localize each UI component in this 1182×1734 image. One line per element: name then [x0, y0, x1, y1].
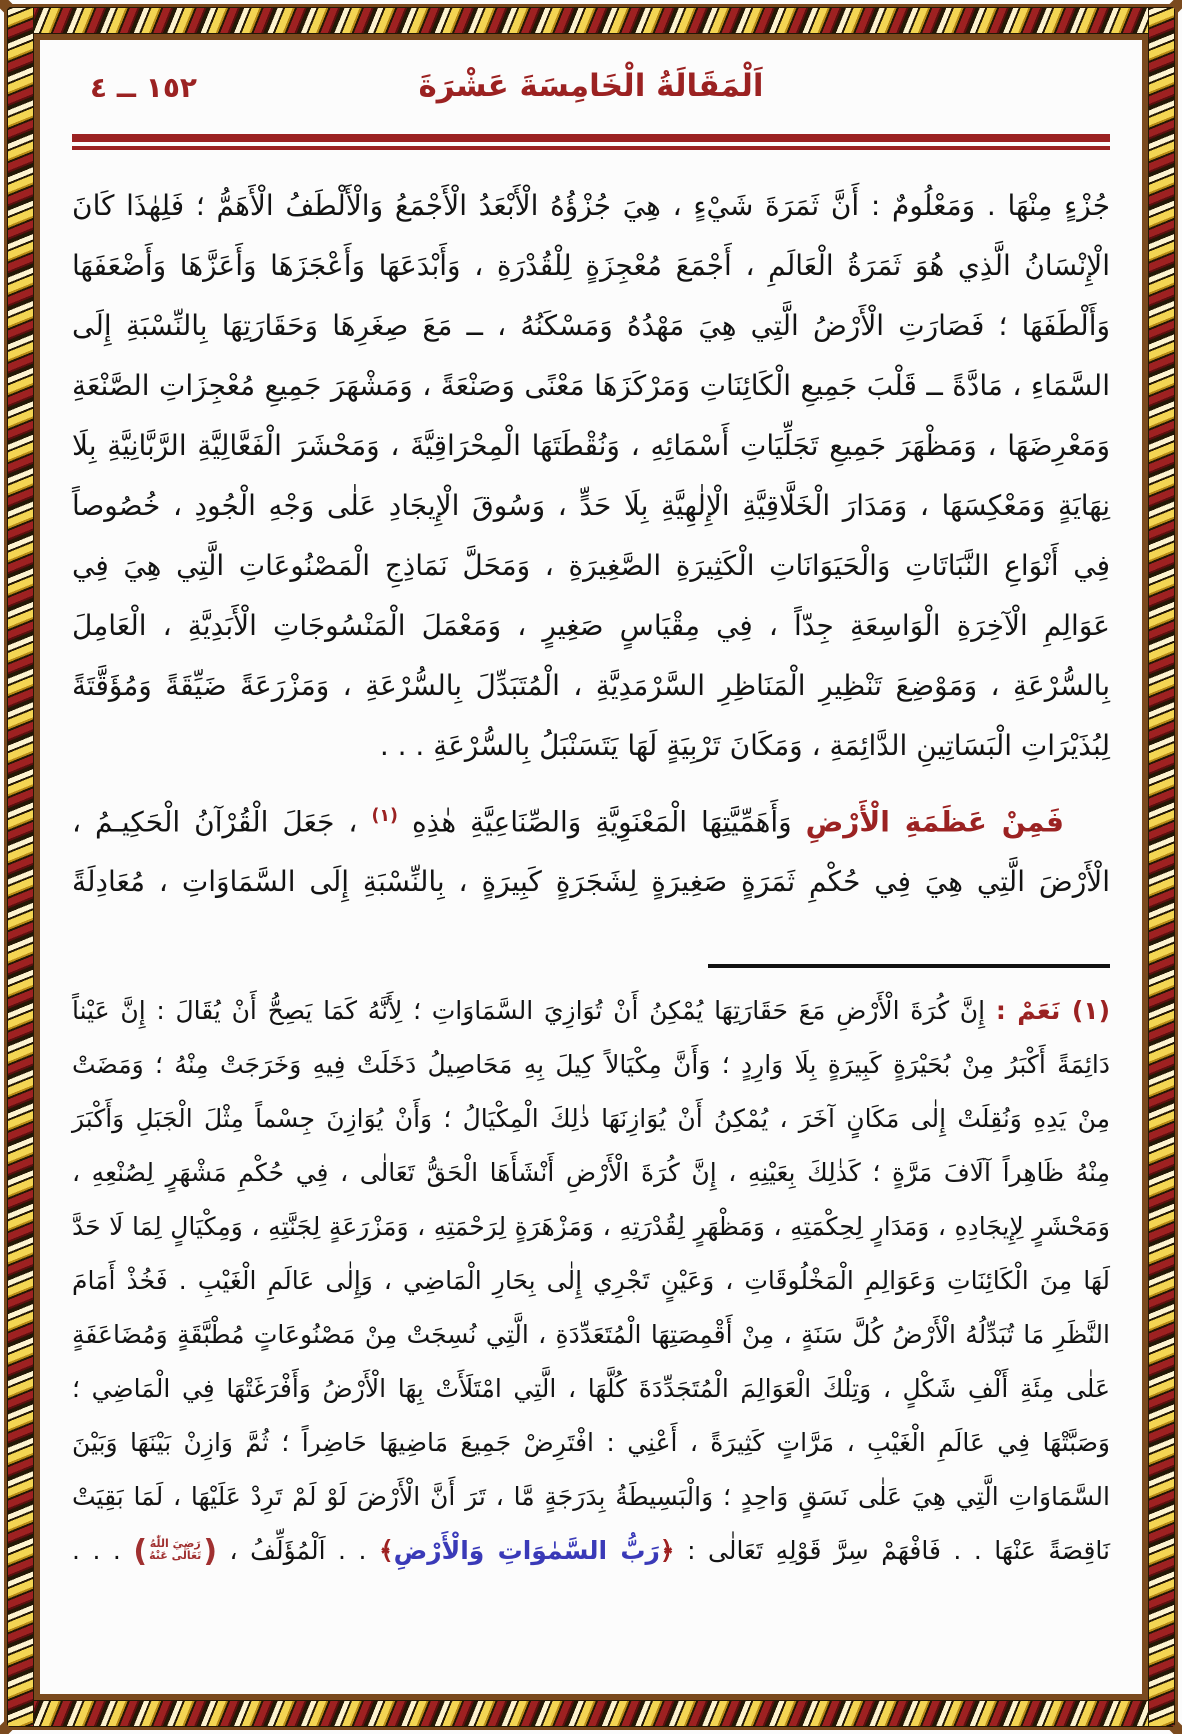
body-line: عَوَالِمِ الْآخِرَةِ الْوَاسِعَةِ جِدّاً ، فِي مِقْيَاسٍ صَغِيرٍ ، وَمَعْمَلَ الْمَنْسُوجَاتِ الْأَبَدِيَّةِ ، الْعَامِلَ [72, 609, 1110, 642]
header-double-rule [72, 134, 1110, 150]
footnote-line: وَمَحْشَرٍ لِإِيجَادِهِ ، وَمَدَارٍ لِحِكْمَتِهِ ، وَمَظْهَرٍ لِقُدْرَتِهِ ، وَمَزْهَرَةٍ لِرَحْمَتِهِ ، وَمَزْرَعَةٍ لِجَنَّتِهِ ، وَمِكْيَالٍ لِمَا لَا حَدَّ [72, 1212, 1110, 1242]
footnote-reference: (١) [371, 806, 398, 826]
footnote-text [72, 984, 1110, 1578]
footnote-line: مِنْ يَدِهِ وَنُقِلَتْ إِلٰى مَكَانٍ آخَرَ ، يُمْكِنُ أَنْ يُوَازِنَهَا ذٰلِكَ الْمِكْيَالُ ؛ وَأَنْ يُوَازِنَ جِسْماً مِثْلَ الْجَبَلِ وَأَكْبَرَ [72, 1104, 1110, 1134]
body-line [72, 786, 1110, 852]
seal-paren: ( [203, 1534, 218, 1570]
page-title: اَلْمَقَالَةُ الْخَامِسَةَ عَشْرَةَ [418, 68, 764, 104]
seal-calligraphy [147, 1538, 203, 1562]
seal-text-line: تَعَالٰى عَنْهُ [149, 1549, 202, 1563]
body-line: الْإِنْسَانُ الَّذِي هُوَ ثَمَرَةُ الْعَالَمِ ، أَجْمَعَ مُعْجِزَةٍ لِلْقُدْرَةِ ، وَأَبْدَعَهَا وَأَعْجَزَهَا وَأَعَزَّهَا وَأَضْعَفَهَا [72, 249, 1110, 282]
footnote-closing-line [72, 1524, 1110, 1578]
frame-pattern-top [7, 7, 1175, 34]
footnote-separator-rule [708, 964, 1110, 968]
footnote-line [72, 984, 1110, 1038]
footnote-line: السَّمَاوَاتِ الَّتِي هِيَ عَلٰى نَسَقٍ وَاحِدٍ ؛ وَالْبَسِيطَةُ بِدَرَجَةٍ مَّا ، تَرَ أَنَّ الْأَرْضَ لَوْ لَمْ تَرِدْ عَلَيْهَا ، لَمَا بَقِيَتْ [72, 1482, 1110, 1512]
seal-text-line: رَضِيَ اللّٰهُ [149, 1537, 201, 1551]
page-content [72, 42, 1110, 1692]
body-text-span: وَأَهَمِّيَّتِهَا الْمَعْنَوِيَّةِ وَالصِّنَاعِيَّةِ هٰذِهِ [397, 805, 806, 839]
footnote-line: عَلٰى مِئَةِ أَلْفِ شَكْلٍ ، وَتِلْكَ الْعَوَالِمَ الْمُتَجَدِّدَةَ كُلَّهَا ، الَّتِي امْتَلَأَتْ بِهَا الْأَرْضُ وَأَفْرَغَتْهَا فِي الْمَاضِي ؛ [72, 1374, 1110, 1404]
body-line: السَّمَاءِ ، مَادَّةً ــ قَلْبَ جَمِيعِ الْكَائِنَاتِ وَمَرْكَزَهَا مَعْنًى وَصَنْعَةً ، وَمَشْهَرَ جَمِيعِ مُعْجِزَاتِ الصَّنْعَةِ [72, 369, 1110, 402]
frame-pattern-bottom [7, 1700, 1175, 1727]
body-line: لِبُذَيْرَاتِ الْبَسَاتِينِ الدَّائِمَةِ ، وَمَكَانَ تَرْبِيَةٍ لَهَا يَتَسَنْبَلُ بِالسُّرْعَةِ . . . [379, 729, 1110, 762]
body-line: نِهَايَةٍ وَمَعْكِسَهَا ، وَمَدَارَ الْخَلَّاقِيَّةِ الْإِلٰهِيَّةِ بِلَا حَدٍّ ، وَسُوقَ الْإِيجَادِ عَلٰى وَجْهِ الْجُودِ ، خُصُوصاً [72, 489, 1110, 522]
seal-paren: ) [133, 1534, 148, 1570]
body-text-span: ، جَعَلَ الْقُرْآنُ الْحَكِيـمُ ، [72, 805, 372, 839]
footnote-marker: (١) نَعَمْ : [995, 996, 1110, 1026]
footnote-line: النَّظَرِ مَا تُبَدِّلُهُ الْأَرْضُ كُلَّ سَنَةٍ ، مِنْ أَقْمِصَتِهَا الْمُتَعَدِّدَةِ ، الَّتِي نُسِجَتْ مِنْ مَصْنُوعَاتٍ مُطْبَّقَةٍ وَمُضَاعَفَةٍ [72, 1320, 1110, 1350]
footnote-line: وَصَبَّتْهَا فِي عَالَمِ الْغَيْبِ ، مَرَّاتٍ كَثِيرَةً ، أَعْنِي : افْتَرِضْ جَمِيعَ مَاضِيهَا حَاضِراً ؛ ثُمَّ وَازِنْ بَيْنَهَا وَبَيْنَ [72, 1428, 1110, 1458]
footnote-line: مِنْهُ ظَاهِراً آلَافَ مَرَّةٍ ؛ كَذٰلِكَ بِعَيْنِهِ ، إِنَّ كُرَةَ الْأَرْضِ أَنْشَأَهَا الْحَقُّ تَعَالٰى ، فِي حُكْمِ مَشْهَرٍ لِصُنْعِهِ ، [72, 1158, 1110, 1188]
highlighted-phrase: فَمِنْ عَظَمَةِ الْأَرْضِ [805, 805, 1065, 839]
footnote-text-span: إِنَّ كُرَةَ الْأَرْضِ مَعَ حَقَارَتِهَا يُمْكِنُ أَنْ تُوَازِيَ السَّمَاوَاتِ ؛ لِأَنَّهُ كَمَا يَصِحُّ أَنْ يُقَالَ : إِنَّ عَيْناً [72, 996, 996, 1026]
footnote-line: دَائِمَةً أَكْبَرُ مِنْ بُحَيْرَةٍ كَبِيرَةٍ بِلَا وَارِدٍ ؛ وَأَنَّ مِكْيَالاً كِيلَ بِهِ مَحَاصِيلُ دَخَلَتْ فِيهِ وَخَرَجَتْ مِنْهُ ؛ وَمَضَتْ [72, 1050, 1110, 1080]
author-seal [133, 1534, 218, 1570]
ornate-close-bracket: ﴾ [378, 1536, 394, 1566]
footnote-text-span: نَاقِصَةً عَنْهَا . . فَافْهَمْ سِرَّ قَوْلِهِ تَعَالٰى : [674, 1536, 1111, 1566]
frame-pattern-right [1148, 7, 1175, 1727]
ornate-open-bracket: ﴿ [659, 1536, 675, 1566]
body-line: فِي أَنْوَاعِ النَّبَاتَاتِ وَالْحَيَوَانَاتِ الْكَثِيرَةِ الصَّغِيرَةِ ، وَمَحَلَّ نَمَاذِجِ الْمَصْنُوعَاتِ الَّتِي هِيَ فِي [72, 549, 1110, 582]
footnote-text-span: . . . [72, 1536, 134, 1566]
page-header [72, 68, 1110, 120]
body-line: وَمَعْرِضَهَا ، وَمَظْهَرَ جَمِيعِ تَجَلِّيَاتِ أَسْمَائِهِ ، وَنُقْطَتَهَا الْمِحْرَاقِيَّةَ ، وَمَحْشَرَ الْفَعَّالِيَّةِ الرَّبَّانِيَّةِ بِلَا [72, 429, 1110, 462]
frame-pattern-left [7, 7, 34, 1727]
page-number: ١٥٢ ــ ٤ [90, 71, 198, 104]
footnote-text-span: . . اَلْمُؤَلِّفُ ، [217, 1536, 379, 1566]
main-text [72, 176, 1110, 912]
body-line: جُزْءٍ مِنْهَا . وَمَعْلُومٌ : أَنَّ ثَمَرَةَ شَيْءٍ ، هِيَ جُزْؤُهُ الْأَبْعَدُ الْأَجْمَعُ وَالْأَلْطَفُ الْأَهَمُّ ؛ فَلِهٰذَا كَانَ [72, 189, 1110, 222]
body-line: وَأَلْطَفَهَا ؛ فَصَارَتِ الْأَرْضُ الَّتِي هِيَ مَهْدُهُ وَمَسْكَنُهُ ، ــ مَعَ صِغَرِهَا وَحَقَارَتِهَا بِالنِّسْبَةِ إِلَى [72, 309, 1110, 342]
body-line: الْأَرْضَ الَّتِي هِيَ فِي حُكْمِ ثَمَرَةٍ صَغِيرَةٍ لِشَجَرَةٍ كَبِيرَةٍ ، بِالنِّسْبَةِ إِلَى السَّمَاوَاتِ ، مُعَادِلَةً [72, 865, 1110, 899]
body-line: بِالسُّرْعَةِ ، وَمَوْضِعَ تَنْظِيرِ الْمَنَاظِرِ السَّرْمَدِيَّةِ ، الْمُتَبَدِّلَ بِالسُّرْعَةِ ، وَمَزْرَعَةً ضَيِّقَةً وَمُؤَقَّتَةً [72, 669, 1110, 702]
quran-quote: رَبُّ السَّمٰوَاتِ وَالْأَرْضِ [393, 1536, 660, 1566]
footnote-line: لَهَا مِنَ الْكَائِنَاتِ وَعَوَالِمِ الْمَخْلُوقَاتِ ، وَعَيْنٍ تَجْرِي إِلٰى بِحَارِ الْمَاضِي ، وَإِلٰى عَالَمِ الْغَيْبِ . فَخُذْ أَمَامَ [72, 1266, 1110, 1296]
second-paragraph [72, 786, 1110, 912]
